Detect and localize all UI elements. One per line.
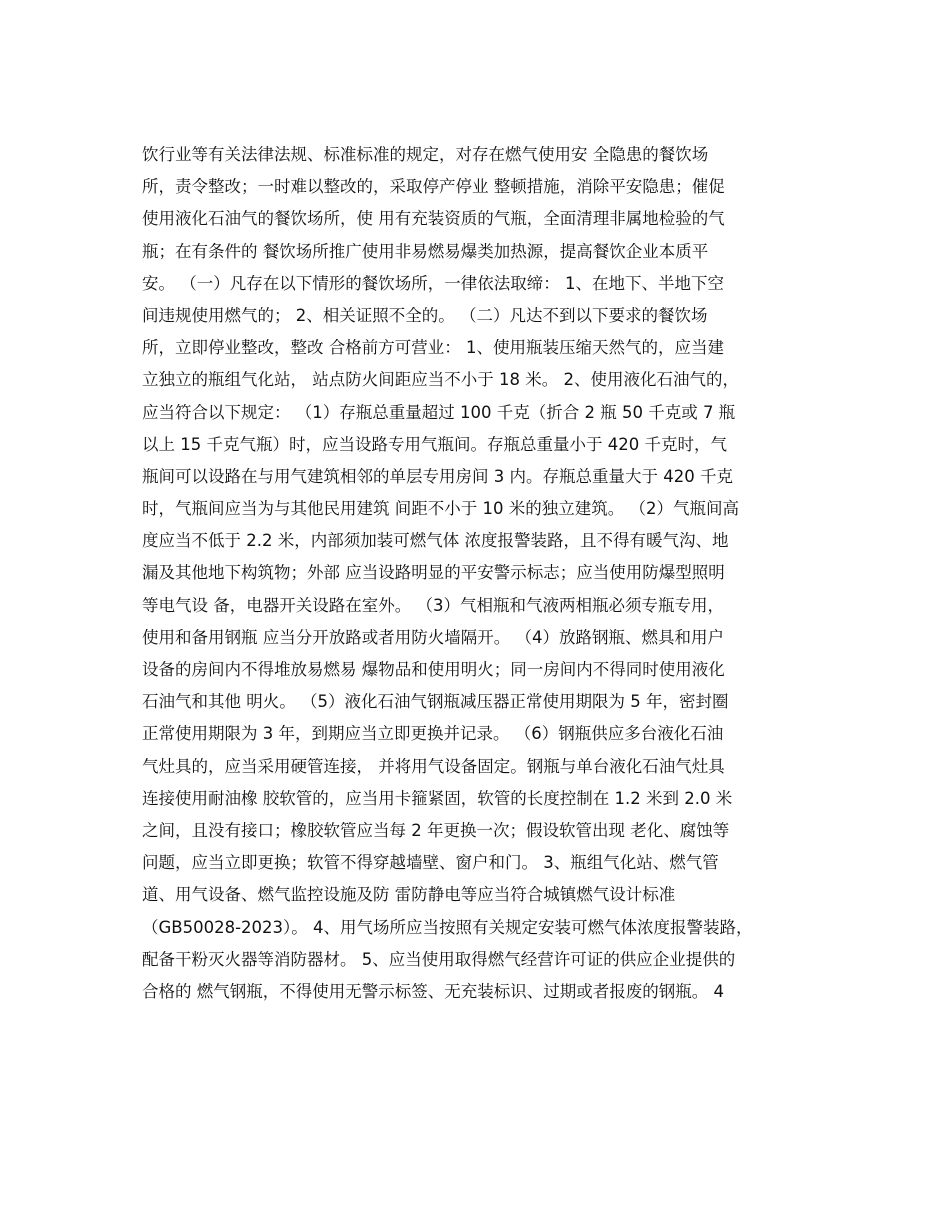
text-line: 应当符合以下规定： （1）存瓶总重量超过 100 千克（折合 2 瓶 50 千克或 7 瓶 <box>142 402 736 422</box>
text-line: 之间，且没有接口；橡胶软管应当每 2 年更换一次；假设软管出现 老化、腐蚀等 <box>142 820 730 840</box>
text-line: 正常使用期限为 3 年，到期应当立即更换并记录。 （6）钢瓶供应多台液化石油 <box>142 724 724 744</box>
text-line: 以上 15 千克气瓶）时，应当设路专用气瓶间。存瓶总重量小于 420 千克时，气 <box>142 434 727 454</box>
text-line: 使用和备用钢瓶 应当分开放路或者用防火墙隔开。 （4）放路钢瓶、燃具和用户 <box>142 627 724 647</box>
text-line: 间违规使用燃气的； 2、相关证照不全的。 （二）凡达不到以下要求的餐饮场 <box>142 305 708 325</box>
text-line: 时，气瓶间应当为与其他民用建筑 间距不小于 10 米的独立建筑。 （2）气瓶间高 <box>142 499 739 519</box>
text-line: 瓶间可以设路在与用气建筑相邻的单层专用房间 3 内。存瓶总重量大于 420 千克 <box>142 466 733 486</box>
text-line: 瓶；在有条件的 餐饮场所推广使用非易燃易爆类加热源，提高餐饮企业本质平 <box>142 241 709 261</box>
text-line: 度应当不低于 2.2 米，内部须加装可燃气体 浓度报警装路，且不得有暖气沟、地 <box>142 531 729 551</box>
text-line: 石油气和其他 明火。 （5）液化石油气钢瓶减压器正常使用期限为 5 年，密封圈 <box>142 692 729 712</box>
text-line: 所，责令整改；一时难以整改的，采取停产停业 整顿措施，消除平安隐患；催促 <box>142 177 725 197</box>
text-line: 饮行业等有关法律法规、标准标准的规定，对存在燃气使用安 全隐患的餐饮场 <box>142 145 709 164</box>
text-line: 合格的 燃气钢瓶，不得使用无警示标签、无充装标识、过期或者报废的钢瓶。 4 <box>142 981 724 1001</box>
text-line: 立独立的瓶组气化站， 站点防火间距应当不小于 18 米。 2、使用液化石油气的， <box>142 370 739 390</box>
text-line: 使用液化石油气的餐饮场所，使 用有充装资质的气瓶，全面清理非属地检验的气 <box>142 209 725 229</box>
text-line: 连接使用耐油橡 胶软管的，应当用卡箍紧固，软管的长度控制在 1.2 米到 2.0 米 <box>142 788 733 808</box>
text-line: 等电气设 备，电器开关设路在室外。 （3）气相瓶和气液两相瓶必须专瓶专用， <box>142 595 724 615</box>
text-line: 设备的房间内不得堆放易燃易 爆物品和使用明火；同一房间内不得同时使用液化 <box>142 660 725 679</box>
text-line: 气灶具的，应当采用硬管连接， 并将用气设备固定。钢瓶与单台液化石油气灶具 <box>142 756 725 776</box>
text-line: （GB50028-2023）。 4、用气场所应当按照有关规定安装可燃气体浓度报警装路， <box>142 917 753 937</box>
text-line: 漏及其他地下构筑物；外部 应当设路明显的平安警示标志；应当使用防爆型照明 <box>142 563 725 583</box>
text-line: 配备干粉灭火器等消防器材。 5、应当使用取得燃气经营许可证的供应企业提供的 <box>142 949 736 969</box>
body-text <box>142 139 822 1008</box>
text-line: 所，立即停业整改，整改 合格前方可营业： 1、使用瓶装压缩天然气的，应当建 <box>142 338 724 358</box>
text-line: 道、用气设备、燃气监控设施及防 雷防静电等应当符合城镇燃气设计标准 <box>142 885 676 905</box>
text-line: 问题，应当立即更换；软管不得穿越墙壁、窗户和门。 3、瓶组气化站、燃气管 <box>142 853 719 873</box>
text-line: 安。 （一）凡存在以下情形的餐饮场所，一律依法取缔： 1、在地下、半地下空 <box>142 273 724 293</box>
